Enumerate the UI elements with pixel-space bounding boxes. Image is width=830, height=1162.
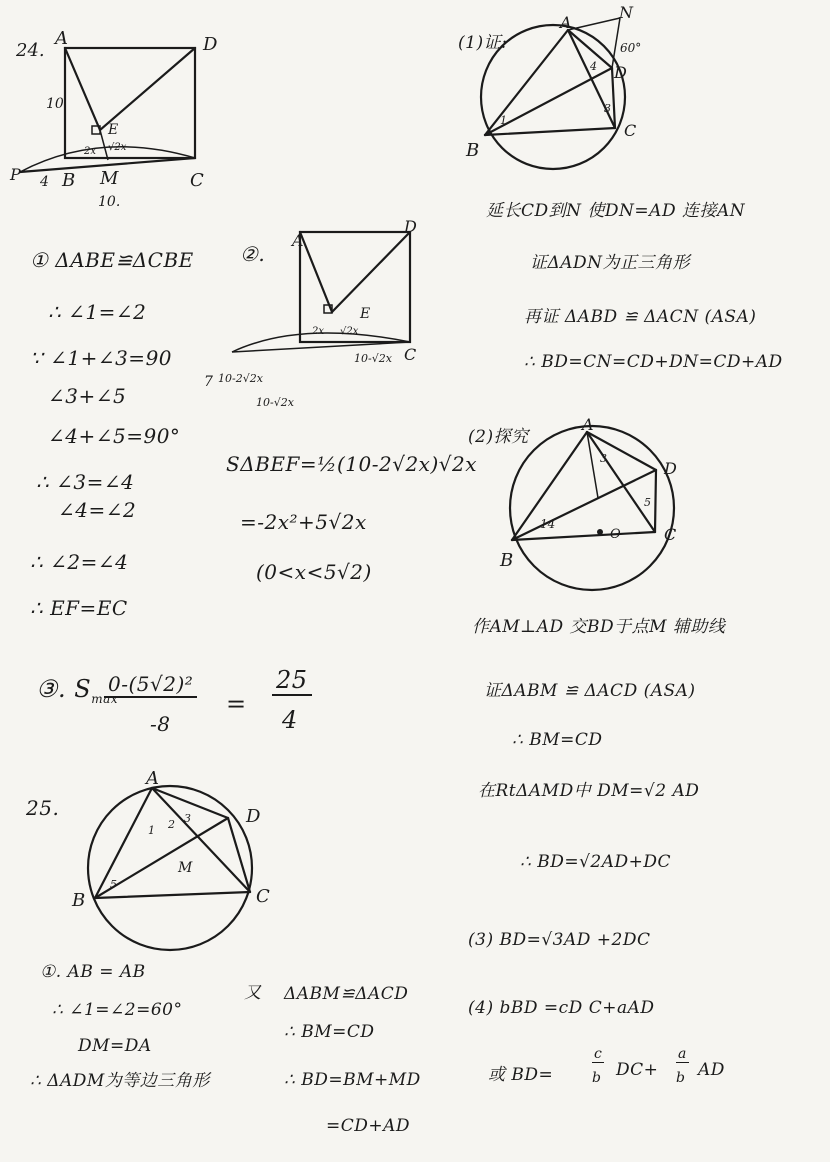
label-b-25: B <box>72 890 86 911</box>
label-c-25: C <box>256 886 270 907</box>
label-60-tr: 60° <box>620 41 642 55</box>
r-bm-cd: ∴ BM=CD <box>512 730 603 750</box>
label-c-tr: C <box>624 121 637 140</box>
line-ef-ec: ∴ EF=EC <box>30 596 128 620</box>
c-head: 又 <box>244 983 262 1003</box>
area-simplified: =-2x²+5√2x <box>240 510 367 534</box>
label-m: M <box>100 168 119 189</box>
line-angle4-5: ∠4+∠5=90° <box>48 424 181 448</box>
segment-bd-mr <box>512 470 656 540</box>
r-bd-result: ∴ BD=√2AD+DC <box>520 852 672 872</box>
label-arc-sqrt-2: √2x <box>340 326 359 337</box>
r-h1: (1)证: <box>458 33 508 53</box>
segment-bc-mr <box>512 532 655 540</box>
label-14-mr: 14 <box>540 517 556 531</box>
figure-25 <box>71 768 270 950</box>
line-congruent: ΔABM≌ΔACD <box>284 984 409 1004</box>
r-frac-b: b <box>592 1070 602 1086</box>
angle-3-mr: 3 <box>600 452 607 465</box>
label-p24: 24. <box>16 40 45 61</box>
label-four: 4 <box>40 174 49 190</box>
label-p: P <box>10 165 21 184</box>
line-angle2-4: ∴ ∠2=∠4 <box>30 550 129 574</box>
label-c-mr: C <box>664 525 677 544</box>
label-b-tr: B <box>466 140 480 161</box>
r-rt-triangle: 在RtΔAMD中 DM=√2 AD <box>478 781 700 801</box>
segment-de <box>100 48 195 130</box>
label-d-tr: D <box>614 63 627 82</box>
range-constraint: (0<x<5√2) <box>256 560 372 584</box>
angle-2-25: 2 <box>168 818 175 831</box>
area-formula: SΔBEF=½(10-2√2x)√2x <box>226 452 477 476</box>
r-construct-am: 作AM⊥AD 交BD于点M 辅助线 <box>472 617 726 637</box>
r-extend-cd: 延长CD到N 使DN=AD 连接AN <box>486 201 746 221</box>
q3-answer-num: 25 <box>272 666 312 696</box>
line-dm-da: DM=DA <box>78 1036 152 1056</box>
label-arc2-2: 2x <box>312 326 325 337</box>
label-d-2: D <box>404 217 417 236</box>
segment-pc-2 <box>232 342 410 352</box>
r-frac-b2: b <box>676 1070 686 1086</box>
line-angle-sum: ∵ ∠1+∠3=90 <box>30 346 173 370</box>
q2-label: ②. <box>240 242 266 266</box>
label-a-2: A <box>292 231 304 250</box>
q3-fraction-num: 0-(5√2)² <box>104 672 197 698</box>
segment-an-tr <box>568 18 620 30</box>
line-equilateral: ∴ ΔADM为等边三角形 <box>30 1071 210 1091</box>
label-seven: 7 <box>204 374 213 390</box>
segment-ae-2 <box>300 232 332 312</box>
label-e: E <box>108 122 119 138</box>
label-a-25: A <box>146 768 159 789</box>
line-angle4-2: ∠4=∠2 <box>58 498 137 522</box>
r-part3: (3) BD=√3AD +2DC <box>468 930 651 950</box>
label-c-2: C <box>404 345 417 364</box>
label-dist2: 10-√2x <box>256 396 294 409</box>
segment-ac-mr <box>587 432 655 532</box>
r-congruent-2: 证ΔABM ≌ ΔACD (ASA) <box>484 681 696 701</box>
label-d-mr: D <box>664 459 677 478</box>
line-bd-sum: ∴ BD=BM+MD <box>284 1070 421 1090</box>
label-arc2: 2x <box>84 146 97 157</box>
segment-bc-tr <box>485 128 615 135</box>
label-dist1: 10-2√2x <box>218 372 263 385</box>
line-angle3-4: ∴ ∠3=∠4 <box>36 470 135 494</box>
line-bm-cd: ∴ BM=CD <box>284 1022 375 1042</box>
label-b-mr: B <box>500 550 514 571</box>
r-alt-head: 或 BD= <box>488 1065 554 1085</box>
label-arc-sqrt: √2x <box>108 142 127 153</box>
label-d: D <box>203 34 218 55</box>
label-a-tr: A <box>560 13 572 32</box>
r-congruent-1: 再证 ΔABD ≌ ΔACN (ASA) <box>524 307 757 327</box>
line-cd-ad: =CD+AD <box>326 1116 411 1136</box>
label-a: A <box>55 28 68 49</box>
line-angle1-angle2: ∴ ∠1=∠2 <box>48 300 147 324</box>
line-angles-60: ∴ ∠1=∠2=60° <box>52 1000 183 1020</box>
label-ten: 10 <box>46 96 64 112</box>
r-h2: (2)探究 <box>468 427 529 447</box>
angle-5-25: 5 <box>110 878 117 891</box>
angle-4-tr: 4 <box>590 60 597 73</box>
label-b: B <box>62 170 76 191</box>
q3-sub: max <box>91 691 119 706</box>
label-dist3: 10-√2x <box>354 352 392 365</box>
label-e-2: E <box>360 306 371 322</box>
r-alt-ad: AD <box>698 1060 725 1080</box>
r-frac-c: c <box>594 1046 603 1062</box>
label-c: C <box>190 170 204 191</box>
line-angle3-5: ∠3+∠5 <box>48 384 127 408</box>
angle-1-25: 1 <box>148 824 155 837</box>
segment-bc-25 <box>95 892 250 898</box>
segment-ae <box>65 48 100 130</box>
r-alt-dc: DC+ <box>616 1060 659 1080</box>
label-a-mr: A <box>582 415 594 434</box>
r-bd-cn: ∴ BD=CN=CD+DN=CD+AD <box>524 352 783 372</box>
label-n-tr: N <box>619 3 633 22</box>
p25-label: 25. <box>26 796 60 820</box>
angle-1-tr: 1 <box>500 114 507 127</box>
label-m-25: M <box>178 860 193 876</box>
figure-24-part2 <box>204 217 417 409</box>
segment-dc-mr <box>655 470 656 532</box>
q1-head: ① ΔABE≌ΔCBE <box>30 248 194 272</box>
angle-3-25: 3 <box>184 812 191 825</box>
angle-3-tr: 3 <box>604 102 611 115</box>
segment-ad-mr <box>587 432 656 470</box>
q3-answer-den: 4 <box>282 706 298 734</box>
line-arc-ab: ①. AB = AB <box>40 962 146 982</box>
label-d-25: D <box>246 806 261 827</box>
r-equilateral: 证ΔADN为正三角形 <box>530 253 691 273</box>
segment-de-2 <box>332 232 410 312</box>
segment-em <box>100 130 108 160</box>
q3-equals: = <box>226 690 247 718</box>
label-ten-bottom: 10. <box>98 194 121 210</box>
center-dot-mr <box>597 529 603 535</box>
angle-5-mr: 5 <box>644 496 651 509</box>
q3-head-text: ③. S <box>36 675 92 703</box>
label-o-mr: O <box>610 527 621 542</box>
figure-24 <box>9 28 218 210</box>
r-part4: (4) bBD =cD C+aAD <box>468 998 655 1018</box>
q3-fraction-den: -8 <box>150 712 171 736</box>
r-frac-a: a <box>678 1046 687 1062</box>
